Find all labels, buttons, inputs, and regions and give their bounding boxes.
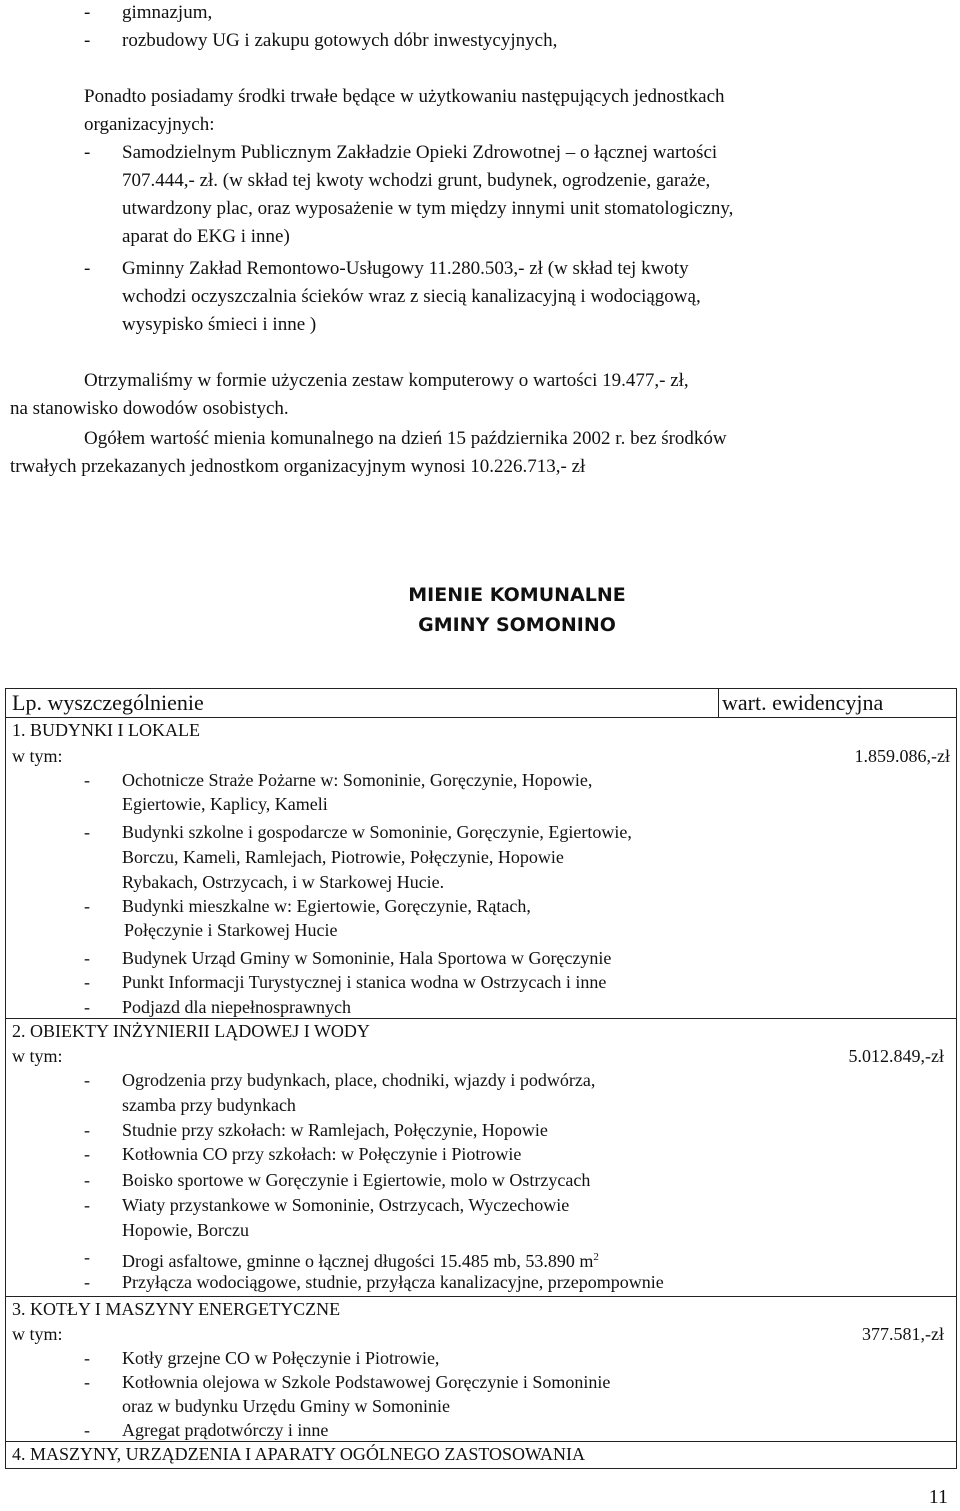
list-item: Przyłącza wodociągowe, studnie, przyłącza kanalizacyjne, przepompownie — [122, 1272, 664, 1292]
para-line: Otrzymaliśmy w formie użyczenia zestaw komputerowy o wartości 19.477,- zł, — [84, 370, 689, 391]
item-dash: - — [84, 1170, 90, 1190]
list-item: Borczu, Kameli, Ramlejach, Piotrowie, Połęczynie, Hopowie — [122, 847, 564, 867]
list-item: Wiaty przystankowe w Somoninie, Ostrzycach, Wyczechowie — [122, 1195, 570, 1215]
page-number: 11 — [928, 1486, 948, 1508]
list-item: Połęczynie i Starkowej Hucie — [124, 920, 338, 940]
bullet-dash: - — [84, 258, 91, 279]
section-value: 5.012.849,-zł — [848, 1046, 944, 1066]
list-item: Kotły grzejne CO w Połęczynie i Piotrowie, — [122, 1348, 440, 1368]
list-item: Ogrodzenia przy budynkach, place, chodniki, wjazdy i podwórza, — [122, 1070, 596, 1090]
item-dash: - — [84, 770, 90, 790]
item-dash: - — [84, 1348, 90, 1368]
para-line: organizacyjnych: — [84, 114, 215, 135]
list-item: Podjazd dla niepełnosprawnych — [122, 997, 351, 1017]
list-item: Budynki mieszkalne w: Egiertowie, Goręczynie, Rątach, — [122, 896, 531, 916]
item-dash: - — [84, 997, 90, 1017]
szoz-line: Samodzielnym Publicznym Zakładzie Opieki Zdrowotnej – o łącznej wartości — [122, 142, 718, 163]
item-dash: - — [84, 1120, 90, 1140]
item-dash: - — [84, 1372, 90, 1392]
para-line: Ponadto posiadamy środki trwałe będące w użytkowaniu następujących jednostkach — [84, 86, 725, 107]
list-item: Boisko sportowe w Goręczynie i Egiertowie, molo w Ostrzycach — [122, 1170, 591, 1190]
list-item: Ochotnicze Straże Pożarne w: Somoninie, Goręczynie, Hopowie, — [122, 770, 593, 790]
szoz-line: aparat do EKG i inne) — [122, 226, 290, 247]
intro-bullet-rozbudowy: rozbudowy UG i zakupu gotowych dóbr inwestycyjnych, — [122, 30, 558, 51]
item-dash: - — [84, 1272, 90, 1292]
gzru-line: wchodzi oczyszczalnia ścieków wraz z siecią kanalizacyjną i wodociągową, — [122, 286, 701, 307]
squared-superscript: 2 — [593, 1251, 599, 1263]
section-title: 1. BUDYNKI I LOKALE — [12, 720, 200, 740]
list-item: oraz w budynku Urzędu Gminy w Somoninie — [122, 1396, 450, 1416]
bullet-dash: - — [84, 2, 91, 23]
header-divider — [718, 688, 719, 717]
list-item: Hopowie, Borczu — [122, 1220, 249, 1240]
item-dash: - — [84, 1420, 90, 1440]
roads-text: Drogi asfaltowe, gminne o łącznej długości 15.485 mb, 53.890 m — [122, 1251, 594, 1271]
section-heading-line2: GMINY SOMONINO — [418, 614, 616, 636]
list-item: Studnie przy szkołach: w Ramlejach, Połęczynie, Hopowie — [122, 1120, 548, 1140]
list-item: Egiertowie, Kaplicy, Kameli — [122, 794, 328, 814]
szoz-line: 707.444,- zł. (w skład tej kwoty wchodzi grunt, budynek, ogrodzenie, garaże, — [122, 170, 711, 191]
section-heading-line1: MIENIE KOMUNALNE — [408, 584, 626, 606]
section-value: 377.581,-zł — [862, 1324, 944, 1344]
para-line: Ogółem wartość mienia komunalnego na dzień 15 października 2002 r. bez środków — [84, 428, 727, 449]
table-header-lp: Lp. wyszczególnienie — [12, 690, 204, 715]
list-item: Kotłownia olejowa w Szkole Podstawowej Goręczynie i Somoninie — [122, 1372, 611, 1392]
list-item: Budynek Urząd Gminy w Somoninie, Hala Sportowa w Goręczynie — [122, 948, 612, 968]
item-dash: - — [84, 948, 90, 968]
para-line: na stanowisko dowodów osobistych. — [10, 398, 289, 419]
bullet-dash: - — [84, 142, 91, 163]
list-item: Punkt Informacji Turystycznej i stanica wodna w Ostrzycach i inne — [122, 972, 607, 992]
item-dash: - — [84, 972, 90, 992]
list-item: Rybakach, Ostrzycach, i w Starkowej Hucie. — [122, 872, 445, 892]
item-dash: - — [84, 1247, 90, 1267]
section-title: 3. KOTŁY I MASZYNY ENERGETYCZNE — [12, 1299, 341, 1319]
gzru-line: wysypisko śmieci i inne ) — [122, 314, 317, 335]
item-dash: - — [84, 1195, 90, 1215]
gzru-line: Gminny Zakład Remontowo-Usługowy 11.280.503,- zł (w skład tej kwoty — [122, 258, 689, 279]
section-value: 1.859.086,-zł — [854, 746, 950, 766]
list-item: Budynki szkolne i gospodarcze w Somoninie, Goręczynie, Egiertowie, — [122, 822, 632, 842]
item-dash: - — [84, 1070, 90, 1090]
wtym-label: w tym: — [12, 1324, 63, 1344]
section-title: 2. OBIEKTY INŻYNIERII LĄDOWEJ I WODY — [12, 1021, 370, 1041]
item-dash: - — [84, 822, 90, 842]
wtym-label: w tym: — [12, 1046, 63, 1066]
section-title: 4. MASZYNY, URZĄDZENIA I APARATY OGÓLNEGO ZASTOSOWANIA — [12, 1444, 586, 1464]
szoz-line: utwardzony plac, oraz wyposażenie w tym między innymi unit stomatologiczny, — [122, 198, 734, 219]
item-dash: - — [84, 896, 90, 916]
intro-bullet-gimnazjum: gimnazjum, — [122, 2, 213, 23]
para-line: trwałych przekazanych jednostkom organizacyjnym wynosi 10.226.713,- zł — [10, 456, 586, 477]
bullet-dash: - — [84, 30, 91, 51]
list-item: Kotłownia CO przy szkołach: w Połęczynie i Piotrowie — [122, 1144, 522, 1164]
list-item: szamba przy budynkach — [122, 1095, 296, 1115]
list-item: Agregat prądotwórczy i inne — [122, 1420, 329, 1440]
table-header-value: wart. ewidencyjna — [722, 690, 884, 715]
item-dash: - — [84, 1144, 90, 1164]
wtym-label: w tym: — [12, 746, 63, 766]
